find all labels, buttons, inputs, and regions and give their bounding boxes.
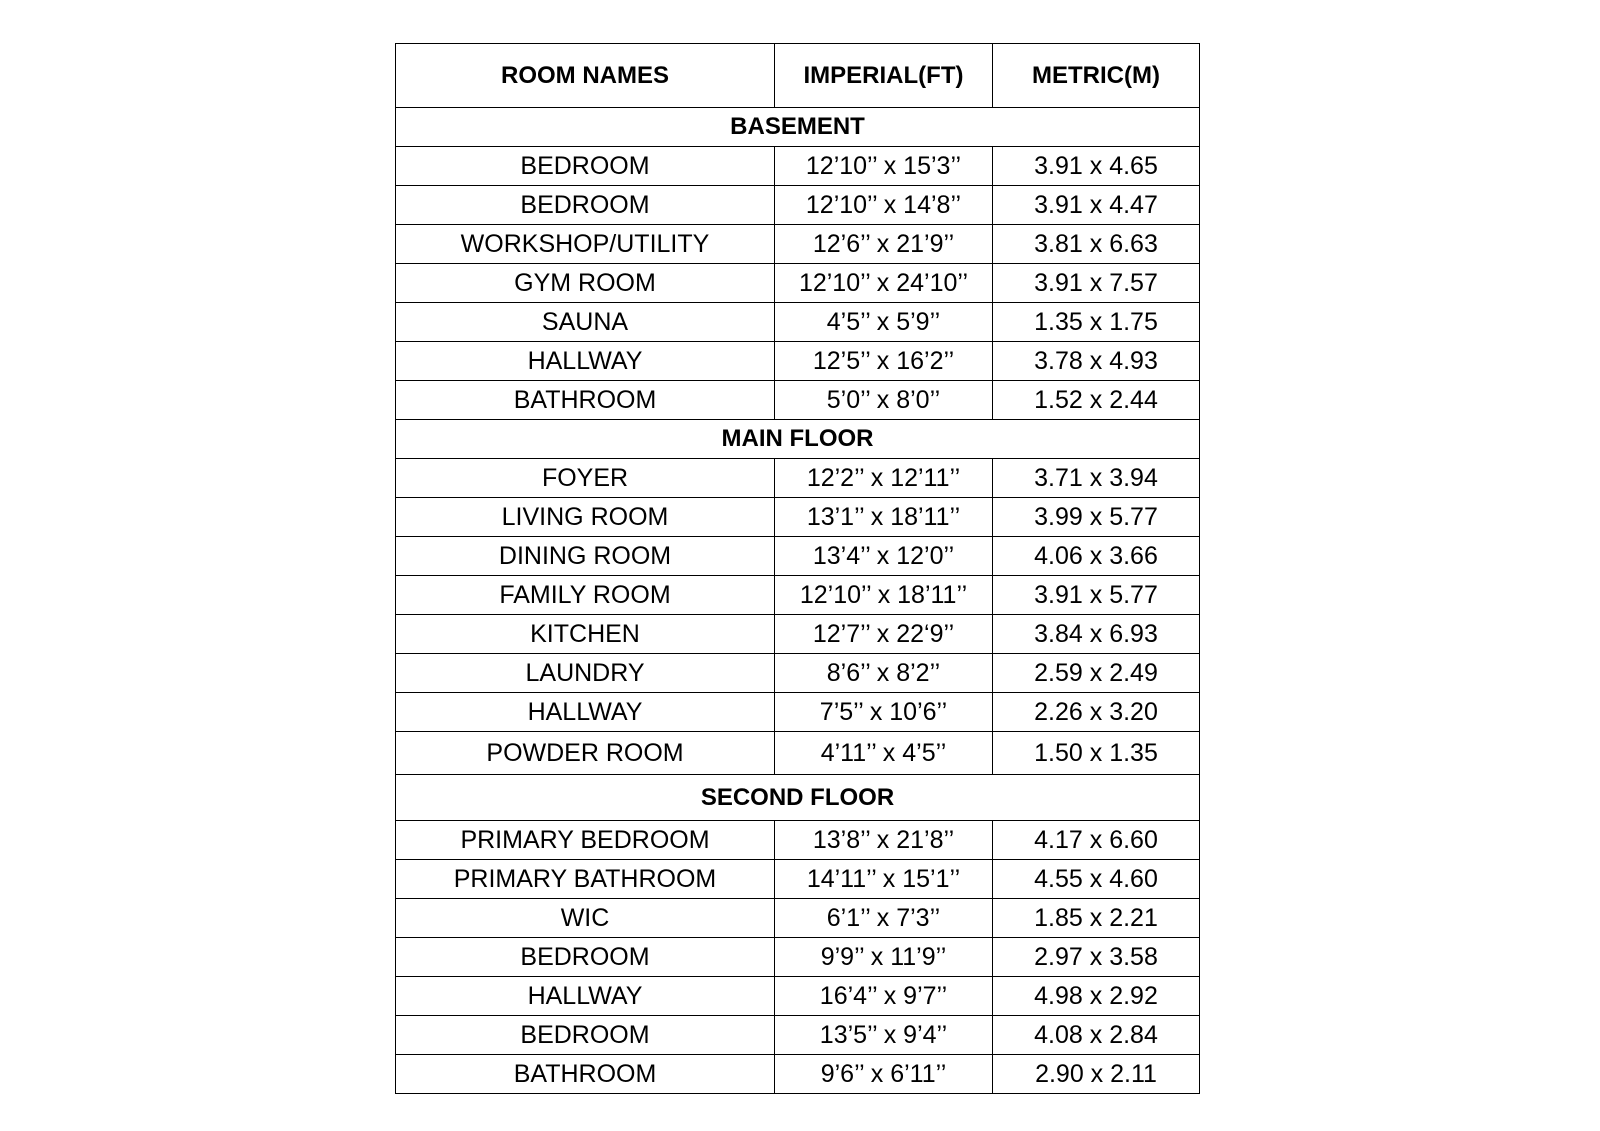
table-row [396, 459, 1200, 498]
section-header-row [396, 108, 1200, 147]
header-imperial: IMPERIAL(FT) [775, 44, 993, 108]
metric-dimension-cell: 4.98 x 2.92 [993, 977, 1200, 1016]
section-header-row [396, 420, 1200, 459]
room-name-cell: PRIMARY BATHROOM [396, 860, 775, 899]
table-row [396, 576, 1200, 615]
table-row [396, 977, 1200, 1016]
imperial-dimension-cell: 12’5’’ x 16’2’’ [775, 342, 993, 381]
imperial-dimension-cell: 12’2’’ x 12’11’’ [775, 459, 993, 498]
metric-dimension-cell: 3.84 x 6.93 [993, 615, 1200, 654]
table-row [396, 147, 1200, 186]
room-name-cell: BEDROOM [396, 938, 775, 977]
room-dimensions-table [395, 43, 1200, 1094]
imperial-dimension-cell: 14’11’’ x 15’1’’ [775, 860, 993, 899]
metric-dimension-cell: 3.91 x 4.47 [993, 186, 1200, 225]
room-name-cell: WIC [396, 899, 775, 938]
table-header-row [396, 44, 1200, 108]
room-name-cell: HALLWAY [396, 977, 775, 1016]
metric-dimension-cell: 3.91 x 4.65 [993, 147, 1200, 186]
section-title: SECOND FLOOR [396, 775, 1200, 821]
metric-dimension-cell: 3.91 x 5.77 [993, 576, 1200, 615]
imperial-dimension-cell: 9’9’’ x 11’9’’ [775, 938, 993, 977]
metric-dimension-cell: 2.90 x 2.11 [993, 1055, 1200, 1094]
table-row [396, 381, 1200, 420]
imperial-dimension-cell: 7’5’’ x 10’6’’ [775, 693, 993, 732]
metric-dimension-cell: 2.59 x 2.49 [993, 654, 1200, 693]
table-row [396, 615, 1200, 654]
imperial-dimension-cell: 4’11’’ x 4’5’’ [775, 732, 993, 775]
imperial-dimension-cell: 8’6’’ x 8’2’’ [775, 654, 993, 693]
table-row [396, 821, 1200, 860]
metric-dimension-cell: 4.17 x 6.60 [993, 821, 1200, 860]
metric-dimension-cell: 3.91 x 7.57 [993, 264, 1200, 303]
room-name-cell: PRIMARY BEDROOM [396, 821, 775, 860]
room-name-cell: BEDROOM [396, 147, 775, 186]
header-metric: METRIC(M) [993, 44, 1200, 108]
section-title: MAIN FLOOR [396, 420, 1200, 459]
metric-dimension-cell: 4.55 x 4.60 [993, 860, 1200, 899]
room-name-cell: SAUNA [396, 303, 775, 342]
table-row [396, 225, 1200, 264]
table-row [396, 938, 1200, 977]
section-header-row [396, 775, 1200, 821]
imperial-dimension-cell: 5’0’’ x 8’0’’ [775, 381, 993, 420]
metric-dimension-cell: 2.97 x 3.58 [993, 938, 1200, 977]
imperial-dimension-cell: 4’5’’ x 5’9’’ [775, 303, 993, 342]
room-name-cell: DINING ROOM [396, 537, 775, 576]
room-name-cell: BATHROOM [396, 381, 775, 420]
room-name-cell: LIVING ROOM [396, 498, 775, 537]
table-row [396, 264, 1200, 303]
imperial-dimension-cell: 12’10’’ x 15’3’’ [775, 147, 993, 186]
metric-dimension-cell: 1.85 x 2.21 [993, 899, 1200, 938]
table-row [396, 732, 1200, 775]
room-name-cell: KITCHEN [396, 615, 775, 654]
metric-dimension-cell: 1.35 x 1.75 [993, 303, 1200, 342]
imperial-dimension-cell: 12’10’’ x 24’10’’ [775, 264, 993, 303]
imperial-dimension-cell: 13’8’’ x 21’8’’ [775, 821, 993, 860]
table-row [396, 654, 1200, 693]
table-row [396, 537, 1200, 576]
section-title: BASEMENT [396, 108, 1200, 147]
room-name-cell: BEDROOM [396, 1016, 775, 1055]
room-name-cell: WORKSHOP/UTILITY [396, 225, 775, 264]
imperial-dimension-cell: 12’6’’ x 21’9’’ [775, 225, 993, 264]
room-name-cell: LAUNDRY [396, 654, 775, 693]
imperial-dimension-cell: 13’4’’ x 12’0’’ [775, 537, 993, 576]
room-name-cell: HALLWAY [396, 342, 775, 381]
room-name-cell: GYM ROOM [396, 264, 775, 303]
imperial-dimension-cell: 12’7’’ x 22‘9’’ [775, 615, 993, 654]
table-row [396, 860, 1200, 899]
metric-dimension-cell: 3.71 x 3.94 [993, 459, 1200, 498]
table-row [396, 186, 1200, 225]
table-row [396, 1016, 1200, 1055]
imperial-dimension-cell: 12’10’’ x 14’8’’ [775, 186, 993, 225]
imperial-dimension-cell: 16’4’’ x 9’7’’ [775, 977, 993, 1016]
room-name-cell: FOYER [396, 459, 775, 498]
metric-dimension-cell: 1.50 x 1.35 [993, 732, 1200, 775]
room-name-cell: FAMILY ROOM [396, 576, 775, 615]
table-row [396, 693, 1200, 732]
room-name-cell: POWDER ROOM [396, 732, 775, 775]
table-row [396, 498, 1200, 537]
imperial-dimension-cell: 13’5’’ x 9’4’’ [775, 1016, 993, 1055]
table-row [396, 1055, 1200, 1094]
header-room-names: ROOM NAMES [396, 44, 775, 108]
table-row [396, 303, 1200, 342]
room-name-cell: BEDROOM [396, 186, 775, 225]
metric-dimension-cell: 3.78 x 4.93 [993, 342, 1200, 381]
imperial-dimension-cell: 6’1’’ x 7’3’’ [775, 899, 993, 938]
imperial-dimension-cell: 13’1’’ x 18’11’’ [775, 498, 993, 537]
metric-dimension-cell: 4.08 x 2.84 [993, 1016, 1200, 1055]
room-name-cell: HALLWAY [396, 693, 775, 732]
metric-dimension-cell: 3.99 x 5.77 [993, 498, 1200, 537]
metric-dimension-cell: 3.81 x 6.63 [993, 225, 1200, 264]
imperial-dimension-cell: 9’6’’ x 6’11’’ [775, 1055, 993, 1094]
table-row [396, 342, 1200, 381]
imperial-dimension-cell: 12’10’’ x 18’11’’ [775, 576, 993, 615]
metric-dimension-cell: 1.52 x 2.44 [993, 381, 1200, 420]
metric-dimension-cell: 4.06 x 3.66 [993, 537, 1200, 576]
room-name-cell: BATHROOM [396, 1055, 775, 1094]
metric-dimension-cell: 2.26 x 3.20 [993, 693, 1200, 732]
table-row [396, 899, 1200, 938]
